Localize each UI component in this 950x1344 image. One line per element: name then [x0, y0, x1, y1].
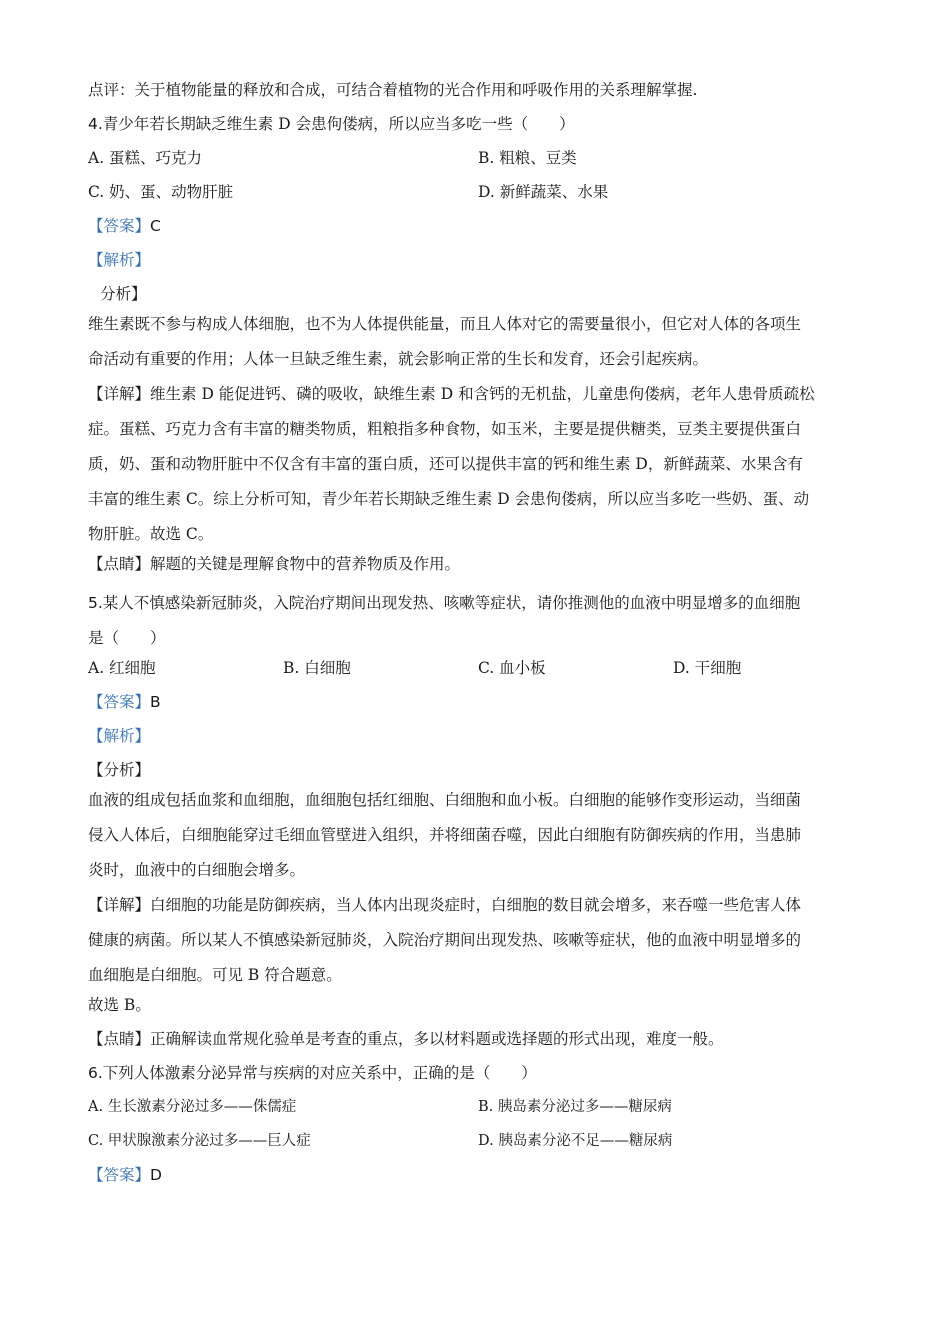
q5-answer	[88, 690, 878, 715]
q5-option-c: C. 血小板	[478, 659, 546, 677]
q5-fenxi-text	[88, 783, 878, 888]
q4-options-row1	[88, 146, 878, 171]
q6-option-b: B. 胰岛素分泌过多——糖尿病	[478, 1099, 672, 1115]
q5-xiangjie-line: 【详解】白细胞的功能是防御疾病，当人体内出现炎症时，白细胞的数目就会增多，来吞噬一些危害人体	[88, 896, 802, 914]
intro-comment: 点评：关于植物能量的释放和合成，可结合着植物的光合作用和呼吸作用的关系理解掌握.	[88, 81, 698, 99]
q5-jiexi-label: 【解析】	[88, 727, 151, 745]
q5-dianjing: 【点睛】正确解读血常规化验单是考查的重点，多以材料题或选择题的形式出现，难度一般。	[88, 1030, 724, 1048]
q5-fenxi-line: 炎时，血液中的白细胞会增多。	[88, 861, 306, 879]
q4-fenxi-text	[88, 307, 878, 377]
q4-option-c: C. 奶、蛋、动物肝脏	[88, 183, 234, 201]
q5-option-d: D. 干细胞	[673, 659, 742, 677]
q6-answer-value: D	[150, 1166, 162, 1184]
q5-conclusion: 故选 B。	[88, 996, 151, 1014]
q4-xiangjie-line: 质，奶、蛋和动物肝脏中不仅含有丰富的蛋白质，还可以提供丰富的钙和维生素 D，新鲜蔬菜、水果含有	[88, 455, 803, 473]
q5-fenxi-line: 血液的组成包括血浆和血细胞，血细胞包括红细胞、白细胞和血小板。白细胞的能够作变形运动，当细菌	[88, 791, 802, 809]
q6-answer-label: 【答案】	[88, 1166, 151, 1184]
q4-stem-text: 青少年若长期缺乏维生素 D 会患佝偻病，所以应当多吃一些（ ）	[102, 115, 575, 133]
q4-fenxi-label: 分析】	[100, 285, 147, 303]
document-page	[88, 78, 878, 1188]
q5-option-b: B. 白细胞	[283, 659, 351, 677]
q6-answer	[88, 1163, 878, 1188]
q5-fenxi-label: 【分析】	[88, 761, 151, 779]
q4-answer-label: 【答案】	[88, 217, 151, 235]
q5-stem-line: 是（ ）	[88, 629, 166, 647]
q4-dianjing: 【点睛】解题的关键是理解食物中的营养物质及作用。	[88, 555, 461, 573]
q4-option-b: B. 粗粮、豆类	[478, 149, 577, 167]
q4-answer	[88, 214, 878, 239]
q6-stem: 6.下列人体激素分泌异常与疾病的对应关系中，正确的是（ ）	[88, 1064, 537, 1082]
q5-dianjing-label: 【点睛】	[88, 1030, 151, 1048]
q5-fenxi-line: 侵入人体后，白细胞能穿过毛细血管壁进入组织，并将细菌吞噬，因此白细胞有防御疾病的作用，当患肺	[88, 826, 802, 844]
q4-xiangjie-label: 【详解】	[88, 385, 151, 403]
q4-jiexi-label: 【解析】	[88, 251, 151, 269]
q4-number: 4.	[88, 115, 103, 133]
q4-option-d: D. 新鲜蔬菜、水果	[478, 183, 609, 201]
q4-xiangjie-line: 丰富的维生素 C。综上分析可知，青少年若长期缺乏维生素 D 会患佝偻病，所以应当多吃一些奶、蛋、动	[88, 490, 810, 508]
q5-xiangjie	[88, 888, 878, 993]
q4-answer-value: C	[150, 217, 161, 235]
q5-xiangjie-label: 【详解】	[88, 896, 151, 914]
q5-number: 5.	[88, 594, 103, 612]
q4-xiangjie-line: 症。蛋糕、巧克力含有丰富的糖类物质，粗粮指多种食物，如玉米，主要是提供糖类，豆类主要提供蛋白	[88, 420, 802, 438]
q6-number: 6.	[88, 1064, 103, 1082]
q4-stem	[88, 112, 878, 137]
q6-options-row2	[88, 1129, 878, 1154]
q4-xiangjie	[88, 377, 878, 552]
q5-xiangjie-line: 血细胞是白细胞。可见 B 符合题意。	[88, 966, 342, 984]
q5-xiangjie-line: 健康的病菌。所以某人不慎感染新冠肺炎，入院治疗期间出现发热、咳嗽等症状，他的血液中明显增多的	[88, 931, 802, 949]
q4-options-row2	[88, 180, 878, 205]
q5-answer-label: 【答案】	[88, 693, 151, 711]
q4-dianjing-label: 【点睛】	[88, 555, 151, 573]
q4-option-a: A. 蛋糕、巧克力	[88, 149, 203, 167]
q4-xiangjie-line: 【详解】维生素 D 能促进钙、磷的吸收，缺维生素 D 和含钙的无机盐，儿童患佝偻病，老年人患骨质疏松	[88, 385, 815, 403]
q5-options	[88, 656, 878, 681]
q6-option-d: D. 胰岛素分泌不足——糖尿病	[478, 1133, 673, 1149]
q6-options-row1	[88, 1095, 878, 1120]
q4-xiangjie-line: 物肝脏。故选 C。	[88, 525, 214, 543]
q6-option-a: A. 生长激素分泌过多——侏儒症	[88, 1099, 297, 1115]
q5-stem	[88, 586, 878, 656]
q5-stem-line: 5.某人不慎感染新冠肺炎，入院治疗期间出现发热、咳嗽等症状，请你推测他的血液中明显增多的血细胞	[88, 594, 801, 612]
q6-option-c: C. 甲状腺激素分泌过多——巨人症	[88, 1133, 311, 1149]
q4-fenxi-line: 命活动有重要的作用；人体一旦缺乏维生素，就会影响正常的生长和发育，还会引起疾病。	[88, 350, 709, 368]
q5-answer-value: B	[150, 693, 161, 711]
q5-option-a: A. 红细胞	[88, 659, 156, 677]
q4-fenxi-line: 维生素既不参与构成人体细胞，也不为人体提供能量，而且人体对它的需要量很小，但它对人体的各项生	[88, 315, 802, 333]
